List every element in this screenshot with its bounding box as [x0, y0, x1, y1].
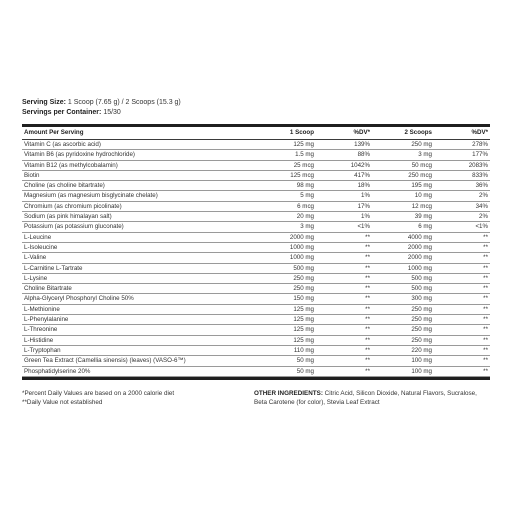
amount-2-scoops: 10 mg	[376, 191, 438, 201]
dv-2-scoops: **	[438, 345, 490, 355]
amount-2-scoops: 2000 mg	[376, 253, 438, 263]
dv-2-scoops: **	[438, 263, 490, 273]
dv-2-scoops: **	[438, 242, 490, 252]
other-ingredients	[254, 389, 490, 407]
nutrient-name: L-Histidine	[22, 335, 258, 345]
dv-2-scoops: 36%	[438, 181, 490, 191]
serving-size-line	[22, 98, 490, 108]
dv-2-scoops: **	[438, 335, 490, 345]
amount-1-scoop: 3 mg	[258, 222, 320, 232]
amount-2-scoops: 300 mg	[376, 294, 438, 304]
table-row	[22, 356, 490, 366]
table-row	[22, 150, 490, 160]
dv-2-scoops: **	[438, 315, 490, 325]
footnote-not-established: **Daily Value not established	[22, 398, 103, 406]
table-row	[22, 140, 490, 150]
dv-1-scoop: 18%	[320, 181, 376, 191]
table-row	[22, 181, 490, 191]
servings-per-container-value: 15/30	[103, 109, 121, 116]
amount-2-scoops: 50 mcg	[376, 160, 438, 170]
dv-1-scoop: **	[320, 315, 376, 325]
dv-1-scoop: **	[320, 253, 376, 263]
amount-1-scoop: 125 mg	[258, 304, 320, 314]
dv-1-scoop: <1%	[320, 222, 376, 232]
dv-1-scoop: **	[320, 242, 376, 252]
nutrient-name: Choline (as choline bitartrate)	[22, 181, 258, 191]
table-row	[22, 242, 490, 252]
table-row	[22, 345, 490, 355]
table-row	[22, 335, 490, 345]
dv-1-scoop: **	[320, 356, 376, 366]
table-row	[22, 325, 490, 335]
amount-1-scoop: 1.5 mg	[258, 150, 320, 160]
amount-2-scoops: 500 mg	[376, 284, 438, 294]
dv-2-scoops: **	[438, 284, 490, 294]
nutrient-name: Choline Bitartrate	[22, 284, 258, 294]
nutrient-name: Chromium (as chromium picolinate)	[22, 201, 258, 211]
amount-2-scoops: 250 mcg	[376, 170, 438, 180]
amount-1-scoop: 110 mg	[258, 345, 320, 355]
amount-1-scoop: 250 mg	[258, 284, 320, 294]
amount-1-scoop: 50 mg	[258, 356, 320, 366]
nutrient-name: L-Phenylalanine	[22, 315, 258, 325]
amount-2-scoops: 2000 mg	[376, 242, 438, 252]
amount-1-scoop: 150 mg	[258, 294, 320, 304]
dv-2-scoops: **	[438, 273, 490, 283]
amount-2-scoops: 6 mg	[376, 222, 438, 232]
dv-1-scoop: 17%	[320, 201, 376, 211]
other-ingredients-label: OTHER INGREDIENTS:	[254, 389, 323, 397]
amount-1-scoop: 98 mg	[258, 181, 320, 191]
amount-1-scoop: 50 mg	[258, 366, 320, 376]
table-row	[22, 284, 490, 294]
table-row	[22, 212, 490, 222]
dv-2-scoops: 278%	[438, 140, 490, 150]
nutrient-name: L-Tryptophan	[22, 345, 258, 355]
amount-2-scoops: 100 mg	[376, 356, 438, 366]
table-row	[22, 315, 490, 325]
nutrient-name: Vitamin C (as ascorbic acid)	[22, 140, 258, 150]
dv-2-scoops: **	[438, 253, 490, 263]
header-1-scoop: 1 Scoop	[258, 127, 320, 140]
nutrient-name: L-Threonine	[22, 325, 258, 335]
amount-2-scoops: 250 mg	[376, 315, 438, 325]
dv-2-scoops: 833%	[438, 170, 490, 180]
dv-1-scoop: 139%	[320, 140, 376, 150]
dv-2-scoops: **	[438, 325, 490, 335]
dv-2-scoops: **	[438, 304, 490, 314]
dv-2-scoops: **	[438, 356, 490, 366]
nutrient-name: Vitamin B6 (as pyridoxine hydrochloride)	[22, 150, 258, 160]
table-row	[22, 160, 490, 170]
amount-1-scoop: 125 mg	[258, 335, 320, 345]
supplement-facts-panel	[22, 98, 490, 407]
amount-2-scoops: 220 mg	[376, 345, 438, 355]
nutrient-name: Biotin	[22, 170, 258, 180]
amount-2-scoops: 1000 mg	[376, 263, 438, 273]
table-row	[22, 366, 490, 376]
amount-1-scoop: 25 mcg	[258, 160, 320, 170]
table-row	[22, 201, 490, 211]
dv-1-scoop: **	[320, 335, 376, 345]
dv-1-scoop: **	[320, 345, 376, 355]
header-2-scoops: 2 Scoops	[376, 127, 438, 140]
nutrient-name: Phosphatidylserine 20%	[22, 366, 258, 376]
nutrient-name: L-Lysine	[22, 273, 258, 283]
nutrient-name: Green Tea Extract (Camellia sinensis) (leaves) (VASO-6™)	[22, 356, 258, 366]
table-row	[22, 232, 490, 242]
amount-2-scoops: 12 mcg	[376, 201, 438, 211]
other-ingredients-text: Citric Acid, Silicon Dioxide, Natural Flavors, Sucralose, Beta Carotene (for color), Stevia Leaf Extract	[254, 389, 477, 406]
table-row	[22, 222, 490, 232]
table-row	[22, 191, 490, 201]
amount-2-scoops: 195 mg	[376, 181, 438, 191]
amount-1-scoop: 2000 mg	[258, 232, 320, 242]
amount-2-scoops: 250 mg	[376, 140, 438, 150]
amount-2-scoops: 500 mg	[376, 273, 438, 283]
dv-1-scoop: **	[320, 304, 376, 314]
dv-1-scoop: 1%	[320, 191, 376, 201]
nutrient-name: Sodium (as pink himalayan salt)	[22, 212, 258, 222]
amount-1-scoop: 1000 mg	[258, 242, 320, 252]
table-row	[22, 273, 490, 283]
nutrient-name: L-Carnitine L-Tartrate	[22, 263, 258, 273]
amount-2-scoops: 100 mg	[376, 366, 438, 376]
serving-size-label: Serving Size:	[22, 99, 66, 106]
dv-1-scoop: 417%	[320, 170, 376, 180]
dv-2-scoops: 2%	[438, 191, 490, 201]
dv-1-scoop: **	[320, 366, 376, 376]
table-row	[22, 263, 490, 273]
dv-1-scoop: **	[320, 232, 376, 242]
nutrient-name: L-Valine	[22, 253, 258, 263]
nutrient-name: Alpha-Glyceryl Phosphoryl Choline 50%	[22, 294, 258, 304]
nutrient-rows	[22, 140, 490, 377]
dv-2-scoops: **	[438, 366, 490, 376]
amount-2-scoops: 250 mg	[376, 325, 438, 335]
dv-2-scoops: 2%	[438, 212, 490, 222]
nutrient-name: Vitamin B12 (as methylcobalamin)	[22, 160, 258, 170]
dv-1-scoop: 1%	[320, 212, 376, 222]
header-dv-1: %DV*	[320, 127, 376, 140]
dv-1-scoop: 88%	[320, 150, 376, 160]
dv-2-scoops: **	[438, 232, 490, 242]
footnotes	[22, 389, 254, 407]
nutrient-name: L-Methionine	[22, 304, 258, 314]
nutrient-name: Magnesium (as magnesium bisglycinate chelate)	[22, 191, 258, 201]
dv-1-scoop: **	[320, 284, 376, 294]
serving-size-value: 1 Scoop (7.65 g) / 2 Scoops (15.3 g)	[67, 99, 181, 106]
dv-2-scoops: 34%	[438, 201, 490, 211]
dv-1-scoop: **	[320, 273, 376, 283]
amount-1-scoop: 1000 mg	[258, 253, 320, 263]
table-row	[22, 294, 490, 304]
nutrient-table	[22, 127, 490, 377]
nutrient-name: L-Isoleucine	[22, 242, 258, 252]
table-row	[22, 170, 490, 180]
dv-1-scoop: 1042%	[320, 160, 376, 170]
table-header-row	[22, 127, 490, 140]
footnote-daily-values: *Percent Daily Values are based on a 2000 calorie diet	[22, 389, 175, 397]
header-amount-per-serving: Amount Per Serving	[22, 127, 258, 140]
bottom-divider	[22, 377, 490, 380]
amount-1-scoop: 20 mg	[258, 212, 320, 222]
dv-2-scoops: **	[438, 294, 490, 304]
dv-1-scoop: **	[320, 294, 376, 304]
amount-1-scoop: 6 mcg	[258, 201, 320, 211]
footer	[22, 389, 490, 407]
amount-2-scoops: 4000 mg	[376, 232, 438, 242]
amount-1-scoop: 5 mg	[258, 191, 320, 201]
header-dv-2: %DV*	[438, 127, 490, 140]
nutrient-name: L-Leucine	[22, 232, 258, 242]
table-row	[22, 304, 490, 314]
servings-per-container-line	[22, 108, 490, 118]
nutrient-name: Potassium (as potassium gluconate)	[22, 222, 258, 232]
amount-1-scoop: 125 mg	[258, 315, 320, 325]
dv-2-scoops: <1%	[438, 222, 490, 232]
dv-2-scoops: 177%	[438, 150, 490, 160]
dv-2-scoops: 2083%	[438, 160, 490, 170]
amount-1-scoop: 125 mg	[258, 325, 320, 335]
dv-1-scoop: **	[320, 325, 376, 335]
amount-1-scoop: 125 mcg	[258, 170, 320, 180]
amount-2-scoops: 39 mg	[376, 212, 438, 222]
table-row	[22, 253, 490, 263]
amount-1-scoop: 500 mg	[258, 263, 320, 273]
amount-2-scoops: 250 mg	[376, 335, 438, 345]
amount-1-scoop: 250 mg	[258, 273, 320, 283]
amount-2-scoops: 250 mg	[376, 304, 438, 314]
dv-1-scoop: **	[320, 263, 376, 273]
amount-2-scoops: 3 mg	[376, 150, 438, 160]
servings-per-container-label: Servings per Container:	[22, 109, 102, 116]
amount-1-scoop: 125 mg	[258, 140, 320, 150]
